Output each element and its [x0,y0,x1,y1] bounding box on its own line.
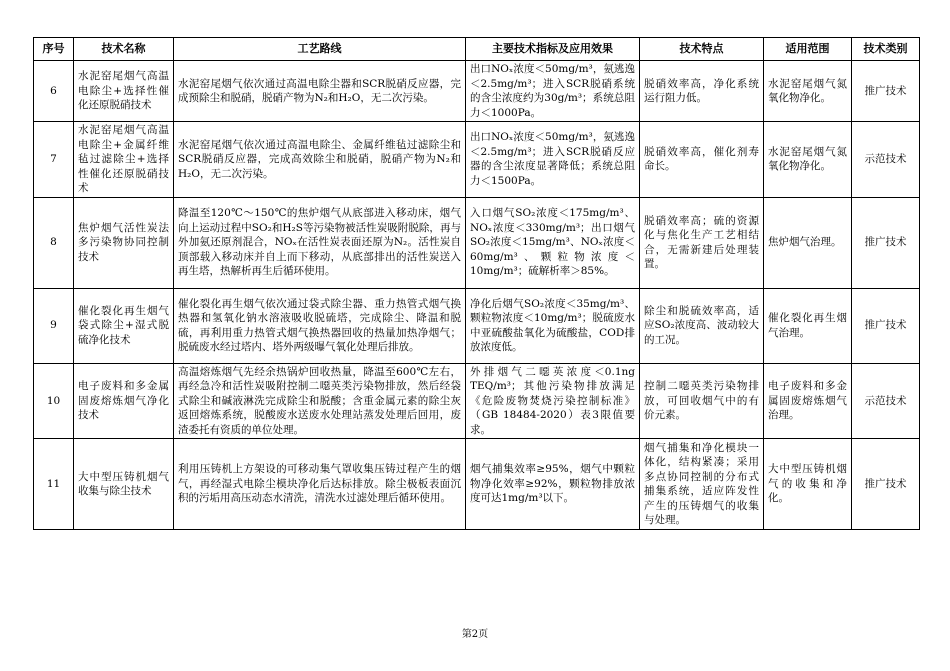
cell-process: 催化裂化再生烟气依次通过袋式除尘器、重力热管式烟气换热器和氢氧化钠水溶液吸收脱硫塔，完成除尘、降温和脱硫，再利用重力热管式烟气换热器回收的热量加热净烟气；脱硫废水经过塔内、塔外两级曝气氧化处理后排放。 [174,288,466,363]
cell-indicators: 出口NOₓ浓度＜50mg/m³，氨逃逸＜2.5mg/m³；进入SCR脱硝反应器的含尘浓度显著降低；系统总阻力＜1500Pa。 [466,122,640,198]
table-row [34,439,920,530]
cell-category: 推广技术 [852,288,920,363]
cell-features: 脱硝效率高；硫的资源化与焦化生产工艺相结合，无需新建后处理装置。 [640,197,764,288]
cell-process: 降温至120℃～150℃的焦炉烟气从底部进入移动床，烟气向上运动过程中SO₂和H₂S等污染物被活性炭吸附脱除，再与外加氨还原剂混合，NOₓ在活性炭表面还原为N₂。活性炭自顶部载入移动床并自上而下移动，从底部排出的活性炭送入再生塔，热解析再生后循环使用。 [174,197,466,288]
header-process: 工艺路线 [174,38,466,61]
cell-category: 示范技术 [852,122,920,198]
cell-indicators: 出口NOₓ浓度＜50mg/m³，氨逃逸＜2.5mg/m³；进入SCR脱硝系统的含尘浓度约为30g/m³；系统总阻力＜1000Pa。 [466,61,640,122]
cell-indicators: 净化后烟气SO₂浓度＜35mg/m³、颗粒物浓度＜10mg/m³；脱硫废水中亚硫酸盐氧化为硫酸盐，COD排放浓度低。 [466,288,640,363]
cell-category: 推广技术 [852,197,920,288]
cell-tech-name: 大中型压铸机烟气收集与除尘技术 [74,439,174,530]
header-features: 技术特点 [640,38,764,61]
cell-tech-name: 水泥窑尾烟气高温电除尘+选择性催化还原脱硝技术 [74,61,174,122]
cell-scope: 电子废料和多金属固废熔炼烟气治理。 [764,363,852,439]
cell-category: 示范技术 [852,363,920,439]
cell-scope: 大中型压铸机烟气的收集和净化。 [764,439,852,530]
cell-no: 10 [34,363,74,439]
table-row [34,363,920,439]
cell-category: 推广技术 [852,61,920,122]
cell-tech-name: 催化裂化再生烟气袋式除尘+湿式脱硫净化技术 [74,288,174,363]
cell-features: 烟气捕集和净化模块一体化，结构紧凑；采用多点协同控制的分布式捕集系统，适应阵发性产生的压铸烟气的收集与处理。 [640,439,764,530]
cell-process: 高温熔炼烟气先经余热锅炉回收热量，降温至600℃左右，再经急冷和活性炭吸附控制二噁英类污染物排放，然后经袋式除尘和碱液淋洗完成除尘和脱酸；含重金属元素的除尘灰返回熔炼系统，脱酸废水送废水处理站蒸发处理后回用，废渣委托有资质的单位处理。 [174,363,466,439]
cell-no: 7 [34,122,74,198]
cell-features: 控制二噁英类污染物排放，可回收烟气中的有价元素。 [640,363,764,439]
cell-scope: 催化裂化再生烟气治理。 [764,288,852,363]
header-indicators: 主要技术指标及应用效果 [466,38,640,61]
cell-tech-name: 电子废料和多金属固废熔炼烟气净化技术 [74,363,174,439]
cell-process: 水泥窑尾烟气依次通过高温电除尘器和SCR脱硝反应器，完成预除尘和脱硝，脱硝产物为N₂和H₂O，无二次污染。 [174,61,466,122]
cell-features: 除尘和脱硫效率高，适应SO₂浓度高、波动较大的工况。 [640,288,764,363]
cell-tech-name: 焦炉烟气活性炭法多污染物协同控制技术 [74,197,174,288]
cell-no: 9 [34,288,74,363]
table-row [34,288,920,363]
cell-features: 脱硝效率高，催化剂寿命长。 [640,122,764,198]
header-tech-name: 技术名称 [74,38,174,61]
cell-scope: 水泥窑尾烟气氮氧化物净化。 [764,122,852,198]
cell-indicators: 外排烟气二噁英浓度＜0.1ng TEQ/m³；其他污染物排放满足《危险废物焚烧污染控制标准》（GB 18484-2020）表3限值要求。 [466,363,640,439]
cell-process: 利用压铸机上方架设的可移动集气罩收集压铸过程产生的烟气，再经湿式电除尘模块净化后达标排放。除尘极板表面沉积的污垢用高压动态水清洗，清洗水过滤处理后循环使用。 [174,439,466,530]
table-row [34,197,920,288]
cell-no: 6 [34,61,74,122]
technology-table [33,37,920,530]
cell-indicators: 烟气捕集效率≥95%，烟气中颗粒物净化效率≥92%，颗粒物排放浓度可达1mg/m³以下。 [466,439,640,530]
cell-category: 推广技术 [852,439,920,530]
cell-indicators: 入口烟气SO₂浓度＜175mg/m³、NOₓ浓度＜330mg/m³；出口烟气SO₂浓度＜15mg/m³、NOₓ浓度＜60mg/m³、颗粒物浓度＜10mg/m³；硫解析率＞85%。 [466,197,640,288]
cell-features: 脱硝效率高，净化系统运行阻力低。 [640,61,764,122]
header-no: 序号 [34,38,74,61]
cell-scope: 水泥窑尾烟气氮氧化物净化。 [764,61,852,122]
cell-tech-name: 水泥窑尾烟气高温电除尘+金属纤维毡过滤除尘+选择性催化还原脱硝技术 [74,122,174,198]
table-row [34,61,920,122]
table-row [34,122,920,198]
page-number: 第2页 [461,629,489,640]
cell-no: 11 [34,439,74,530]
header-scope: 适用范围 [764,38,852,61]
cell-no: 8 [34,197,74,288]
cell-process: 水泥窑尾烟气依次通过高温电除尘、金属纤维毡过滤除尘和SCR脱硝反应器，完成高效除尘和脱硝，脱硝产物为N₂和H₂O，无二次污染。 [174,122,466,198]
header-category: 技术类别 [852,38,920,61]
cell-scope: 焦炉烟气治理。 [764,197,852,288]
table-header-row [34,38,920,61]
